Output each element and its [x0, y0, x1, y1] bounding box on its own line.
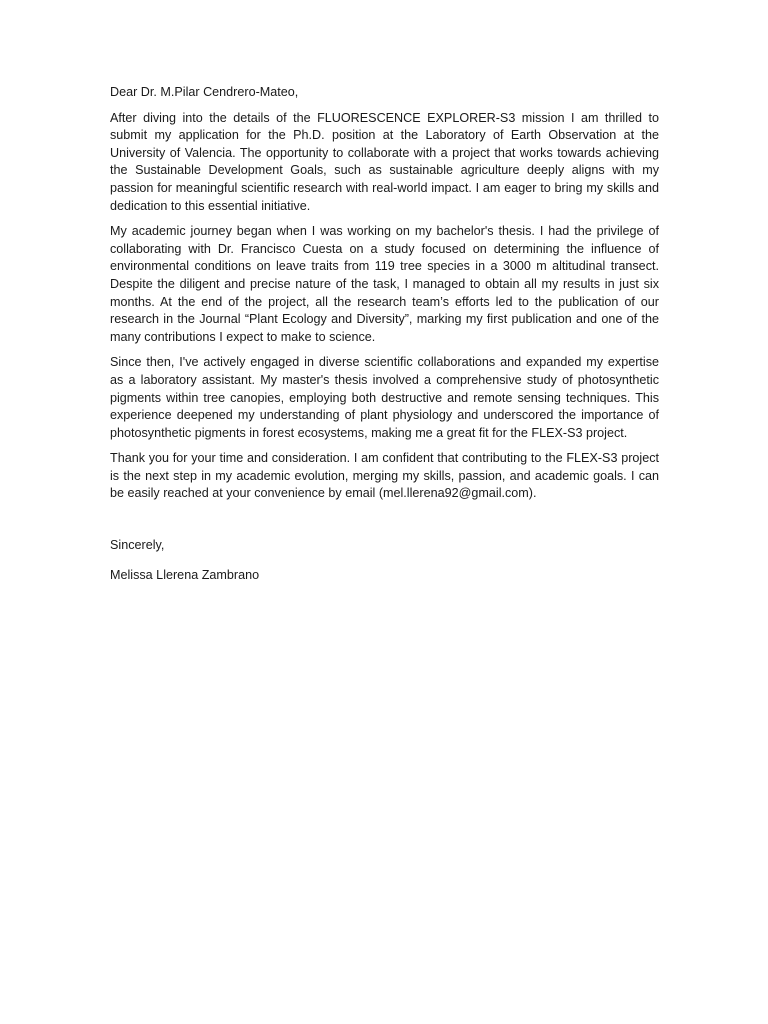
- letter-paragraph-experience: Since then, I've actively engaged in diverse scientific collaborations and expanded my expertise as a laboratory assistant. My master's thesis involved a comprehensive study of photosynthetic pigments within tree canopies, employing both destructive and remote sensing techniques. This experience deepened my understanding of plant physiology and underscored the importance of photosynthetic pigments in forest ecosystems, making me a great fit for the FLEX-S3 project.: [110, 355, 659, 440]
- letter-salutation: Dear Dr. M.Pilar Cendrero-Mateo,: [110, 85, 299, 99]
- letter-signature: Melissa Llerena Zambrano: [110, 567, 260, 582]
- letter-paragraph-intro: After diving into the details of the FLUORESCENCE EXPLORER-S3 mission I am thrilled to submit my application for the Ph.D. position at the Laboratory of Earth Observation at the University of Valencia. The opportunity to collaborate with a project that works towards achieving the Sustainable Development Goals, such as sustainable agriculture deeply aligns with my passion for meaningful scientific research with real-world impact. I am eager to bring my skills and dedication to this essential initiative.: [110, 110, 659, 213]
- letter-paragraph-thanks: Thank you for your time and consideration. I am confident that contributing to the FLEX-S3 project is the next step in my academic evolution, merging my skills, passion, and academic goals. I can be easily reached at your convenience by email (mel.llerena92@gmail.com).: [110, 451, 659, 501]
- letter-paragraph-academic-journey: My academic journey began when I was working on my bachelor's thesis. I had the privilege of collaborating with Dr. Francisco Cuesta on a study focused on determining the influence of environmental conditions on leave traits from 119 tree species in a 3000 m altitudinal transect. Despite the diligent and precise nature of the task, I managed to obtain all my results in just six months. At the end of the project, all the research team’s efforts led to the publication of our research in the Journal “Plant Ecology and Diversity”, marking my first publication and one of the many contributions I expect to make to science.: [110, 224, 659, 344]
- letter-closing: Sincerely,: [110, 538, 165, 553]
